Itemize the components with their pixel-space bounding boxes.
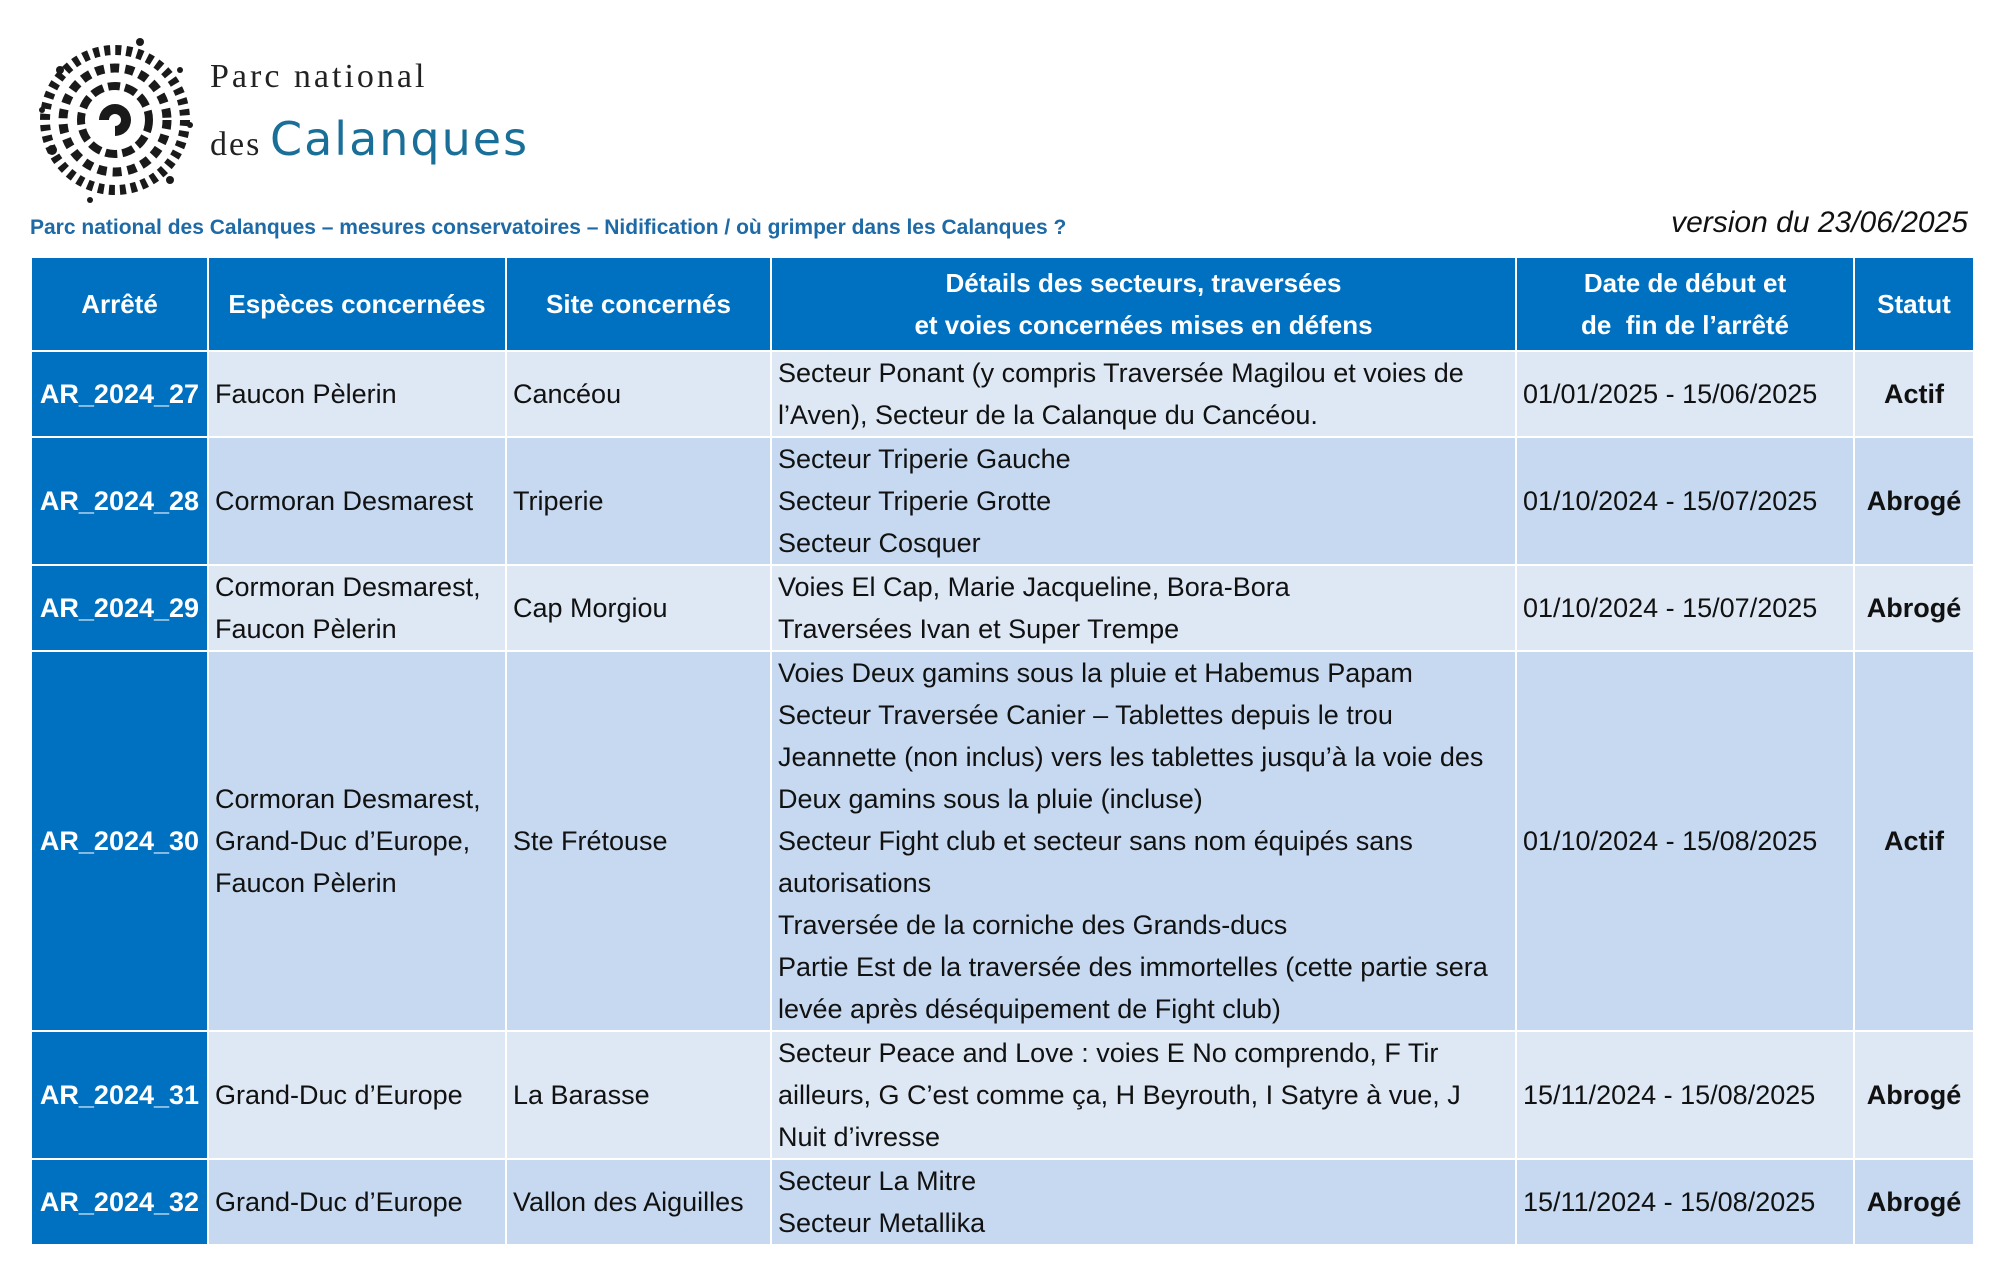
- cell-details: [771, 351, 1516, 437]
- cell-dates: 01/10/2024 - 15/07/2025: [1516, 565, 1854, 651]
- detail-line: Secteur Triperie Grotte: [778, 486, 1052, 516]
- detail-line: Secteur Metallika: [778, 1208, 986, 1238]
- detail-line: Deux gamins sous la pluie (incluse): [778, 784, 1203, 814]
- cell-especes: [208, 351, 506, 437]
- logo-line-1: Parc national: [210, 58, 428, 95]
- detail-line: Nuit d’ivresse: [778, 1122, 941, 1152]
- cell-details: [771, 437, 1516, 565]
- cell-details: [771, 565, 1516, 651]
- cell-site: Cap Morgiou: [506, 565, 771, 651]
- detail-line: Voies El Cap, Marie Jacqueline, Bora-Bora: [778, 572, 1290, 602]
- table-row: [31, 351, 1974, 437]
- cell-dates: 15/11/2024 - 15/08/2025: [1516, 1031, 1854, 1159]
- cell-arrete: AR_2024_32: [31, 1159, 208, 1245]
- header-dates-line-1: Date de début et: [1583, 268, 1787, 298]
- species-line: Cormoran Desmarest: [215, 486, 474, 516]
- species-line: Grand-Duc d’Europe,: [215, 826, 471, 856]
- species-line: Faucon Pèlerin: [215, 379, 397, 409]
- cell-statut: Actif: [1854, 351, 1974, 437]
- species-line: Cormoran Desmarest,: [215, 784, 481, 814]
- cell-especes: [208, 1031, 506, 1159]
- cell-especes: [208, 651, 506, 1031]
- header-especes: Espèces concernées: [208, 257, 506, 351]
- document-subtitle: Parc national des Calanques – mesures conservatoires – Nidification / où grimper dans les Calanques ?: [30, 216, 1067, 239]
- cell-details: [771, 1031, 1516, 1159]
- species-line: Cormoran Desmarest,: [215, 572, 481, 602]
- species-line: Grand-Duc d’Europe: [215, 1187, 463, 1217]
- detail-line: Traversée de la corniche des Grands-ducs: [778, 910, 1288, 940]
- cell-especes: [208, 437, 506, 565]
- cell-site: Ste Frétouse: [506, 651, 771, 1031]
- detail-line: Jeannette (non inclus) vers les tablettes jusqu’à la voie des: [778, 742, 1484, 772]
- cell-details: [771, 1159, 1516, 1245]
- species-line: Grand-Duc d’Europe: [215, 1080, 463, 1110]
- cell-details: [771, 651, 1516, 1031]
- cell-dates: 15/11/2024 - 15/08/2025: [1516, 1159, 1854, 1245]
- version-date: version du 23/06/2025: [1671, 206, 1968, 239]
- header-details-line-2: et voies concernées mises en défens: [914, 310, 1373, 340]
- cell-site: Triperie: [506, 437, 771, 565]
- cell-site: Cancéou: [506, 351, 771, 437]
- detail-line: Secteur Fight club et secteur sans nom équipés sans: [778, 826, 1413, 856]
- header-statut: Statut: [1854, 257, 1974, 351]
- detail-line: Secteur Cosquer: [778, 528, 981, 558]
- cell-especes: [208, 565, 506, 651]
- table-header-row: [31, 257, 1974, 351]
- spiral-logo-icon: [30, 30, 205, 210]
- cell-dates: 01/10/2024 - 15/07/2025: [1516, 437, 1854, 565]
- species-line: Faucon Pèlerin: [215, 614, 397, 644]
- detail-line: levée après déséquipement de Fight club): [778, 994, 1281, 1024]
- header-details-line-1: Détails des secteurs, traversées: [945, 268, 1342, 298]
- measures-table: [30, 256, 1975, 1246]
- cell-dates: 01/01/2025 - 15/06/2025: [1516, 351, 1854, 437]
- cell-arrete: AR_2024_31: [31, 1031, 208, 1159]
- table-row: [31, 1031, 1974, 1159]
- detail-line: ailleurs, G C’est comme ça, H Beyrouth, I Satyre à vue, J: [778, 1080, 1461, 1110]
- detail-line: Partie Est de la traversée des immortelles (cette partie sera: [778, 952, 1488, 982]
- cell-statut: Actif: [1854, 651, 1974, 1031]
- logo-line-2-name: Calanques: [270, 112, 530, 166]
- detail-line: Voies Deux gamins sous la pluie et Habemus Papam: [778, 658, 1413, 688]
- cell-arrete: AR_2024_30: [31, 651, 208, 1031]
- cell-arrete: AR_2024_27: [31, 351, 208, 437]
- table-row: [31, 651, 1974, 1031]
- species-line: Faucon Pèlerin: [215, 868, 397, 898]
- detail-line: Traversées Ivan et Super Trempe: [778, 614, 1180, 644]
- table-row: [31, 437, 1974, 565]
- detail-line: l’Aven), Secteur de la Calanque du Cancéou.: [778, 400, 1318, 430]
- cell-statut: Abrogé: [1854, 1159, 1974, 1245]
- header-dates: [1516, 257, 1854, 351]
- detail-line: autorisations: [778, 868, 932, 898]
- cell-statut: Abrogé: [1854, 1031, 1974, 1159]
- header-dates-line-2: de fin de l’arrêté: [1580, 310, 1790, 340]
- logo-line-2-prefix: des: [210, 126, 262, 163]
- detail-line: Secteur Triperie Gauche: [778, 444, 1071, 474]
- detail-line: Secteur Traversée Canier – Tablettes depuis le trou: [778, 700, 1393, 730]
- cell-statut: Abrogé: [1854, 565, 1974, 651]
- header-site: Site concernés: [506, 257, 771, 351]
- cell-arrete: AR_2024_29: [31, 565, 208, 651]
- header-arrete: Arrêté: [31, 257, 208, 351]
- header-details: [771, 257, 1516, 351]
- detail-line: Secteur Ponant (y compris Traversée Magilou et voies de: [778, 358, 1464, 388]
- table-row: [31, 565, 1974, 651]
- cell-especes: [208, 1159, 506, 1245]
- cell-site: La Barasse: [506, 1031, 771, 1159]
- table-row: [31, 1159, 1974, 1245]
- detail-line: Secteur Peace and Love : voies E No comprendo, F Tir: [778, 1038, 1439, 1068]
- cell-statut: Abrogé: [1854, 437, 1974, 565]
- park-logo: [30, 30, 530, 210]
- cell-site: Vallon des Aiguilles: [506, 1159, 771, 1245]
- cell-dates: 01/10/2024 - 15/08/2025: [1516, 651, 1854, 1031]
- cell-arrete: AR_2024_28: [31, 437, 208, 565]
- detail-line: Secteur La Mitre: [778, 1166, 977, 1196]
